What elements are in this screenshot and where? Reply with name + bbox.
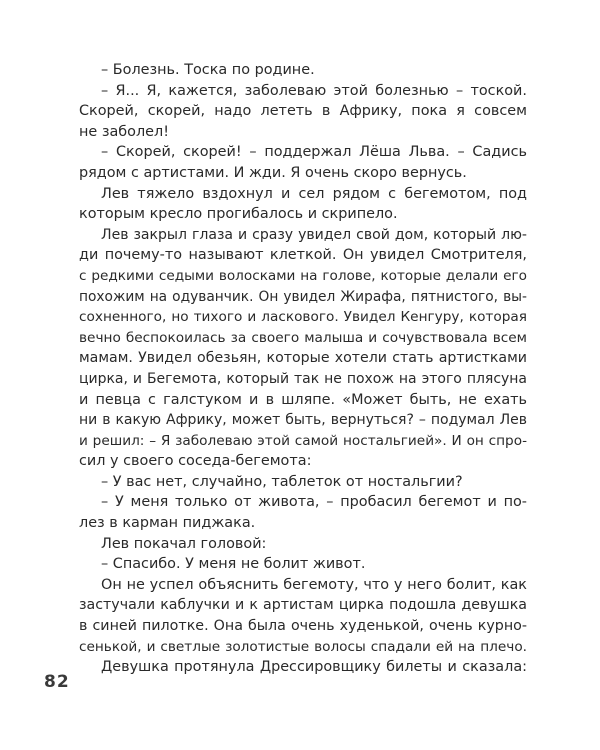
text-line: ни в какую Африку, может быть, вернуться? – подумал Лев [79, 412, 527, 429]
text-line: – Скорей, скорей! – поддержал Лёша Льва. – Садись [101, 144, 527, 161]
page-number: 82 [44, 672, 70, 692]
text-line: рядом с артистами. И жди. Я очень скоро вернусь. [79, 164, 467, 181]
text-line: и певца с галстуком и в шляпе. «Может быть, не ехать [79, 391, 527, 408]
text-line: с редкими седыми волосками на голове, которые делали его [79, 267, 527, 284]
text-line: – У вас нет, случайно, таблеток от ностальгии? [101, 473, 463, 490]
text-line: сохненного, но тихого и ласкового. Увидел Кенгуру, которая [79, 309, 527, 326]
text-line: Лев закрыл глаза и сразу увидел свой дом, который лю- [101, 226, 527, 243]
text-line: застучали каблучки и к артистам цирка подошла девушка [79, 597, 527, 614]
text-line: лез в карман пиджака. [79, 515, 256, 532]
text-line: и решил: – Я заболеваю этой самой ностальгией». И он спро- [79, 432, 527, 449]
text-line: ди почему-то называют клеткой. Он увидел Смотрителя, [79, 247, 527, 264]
text-line: цирка, и Бегемота, который так не похож на этого плясуна [79, 370, 527, 387]
text-line: Скорей, скорей, надо лететь в Африку, пока я совсем [79, 103, 527, 120]
text-line: – У меня только от живота, – пробасил бегемот и по- [101, 494, 527, 511]
text-line: – Я... Я, кажется, заболеваю этой болезнью – тоской. [101, 82, 527, 99]
text-line: которым кресло прогибалось и скрипело. [79, 206, 398, 223]
text-line: Девушка протянула Дрессировщику билеты и сказала: [101, 659, 527, 676]
text-line: вечно беспокоилась за своего малыша и сочувствовала всем [79, 329, 527, 346]
text-line: в синей пилотке. Она была очень худенькой, очень курно- [79, 618, 527, 635]
text-line: не заболел! [79, 123, 170, 140]
text-line: – Болезнь. Тоска по родине. [101, 62, 315, 78]
text-line: сенькой, и светлые золотистые волосы спадали ей на плечо. [79, 638, 527, 655]
text-line: Лев покачал головой: [101, 535, 267, 552]
text-line: – Спасибо. У меня не болит живот. [101, 556, 366, 573]
text-line: Лев тяжело вздохнул и сел рядом с бегемотом, под [101, 185, 527, 202]
text-line: мамам. Увидел обезьян, которые хотели стать артистками [79, 350, 527, 367]
page-text [79, 60, 527, 678]
text-line: похожим на одуванчик. Он увидел Жирафа, пятнистого, вы- [79, 288, 527, 305]
text-line: сил у своего соседа-бегемота: [79, 453, 312, 470]
text-line: Он не успел объяснить бегемоту, что у него болит, как [101, 576, 527, 593]
